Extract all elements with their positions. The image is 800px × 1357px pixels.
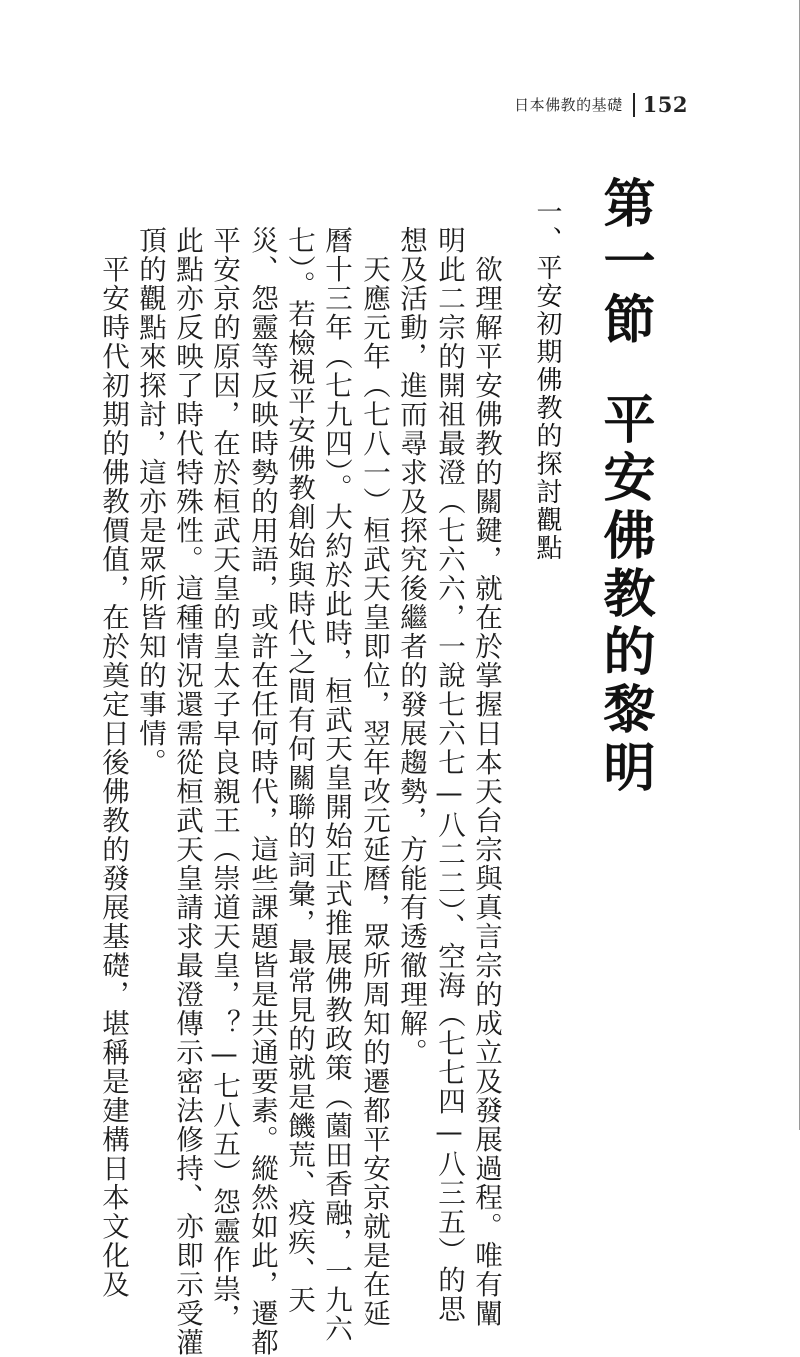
body-line-6: 七）。若檢視平安佛教創始與時代之間有何關聯的詞彙，最常見的就是饑荒、疫疾、天 [283, 226, 315, 1315]
body-line-8: 平安京的原因，在於桓武天皇的皇太子早良親王（崇道天皇，？—七八五）怨靈作祟， [208, 226, 240, 1333]
page-number: 152 [642, 92, 688, 117]
running-header [514, 92, 688, 117]
body-line-4: 天應元年（七八一）桓武天皇即位，翌年改元延曆，眾所周知的遷都平安京就是在延 [358, 226, 390, 1328]
book-title: 日本佛教的基礎 [514, 96, 623, 114]
body-line-7: 災、怨靈等反映時勢的用語，或許在任何時代，這些課題皆是共通要素。縱然如此，遷都 [246, 226, 278, 1357]
section-heading: 一、平安初期佛教的探討觀點 [532, 198, 562, 562]
body-line-5: 曆十三年（七九四）。大約於此時，桓武天皇開始正式推展佛教政策（薗田香融，一九六 [320, 226, 352, 1344]
body-line-11: 平安時代初期的佛教價值，在於奠定日後佛教的發展基礎，堪稱是建構日本文化及 [97, 226, 129, 1299]
body-line-2: 明此二宗的開祖最澄（七六六，一說七六七—八二二）、空海（七七四—八三五）的思 [433, 226, 465, 1324]
body-line-1: 欲理解平安佛教的關鍵，就在於掌握日本天台宗與真言宗的成立及發展過程。唯有闡 [470, 226, 502, 1328]
header-divider [633, 93, 635, 117]
body-line-3: 想及活動，進而尋求及探究後繼者的發展趨勢，方能有透徹理解。 [395, 226, 427, 1067]
body-line-10: 頂的觀點來探討，這亦是眾所皆知的事情。 [134, 226, 166, 777]
chapter-title [596, 176, 652, 798]
body-line-9: 此點亦反映了時代特殊性。這種情況還需從桓武天皇請求最澄傳示密法修持、亦即示受灌 [171, 226, 203, 1357]
chapter-number: 第一節 [594, 176, 654, 350]
chapter-name: 平安佛教的黎明 [594, 392, 654, 798]
